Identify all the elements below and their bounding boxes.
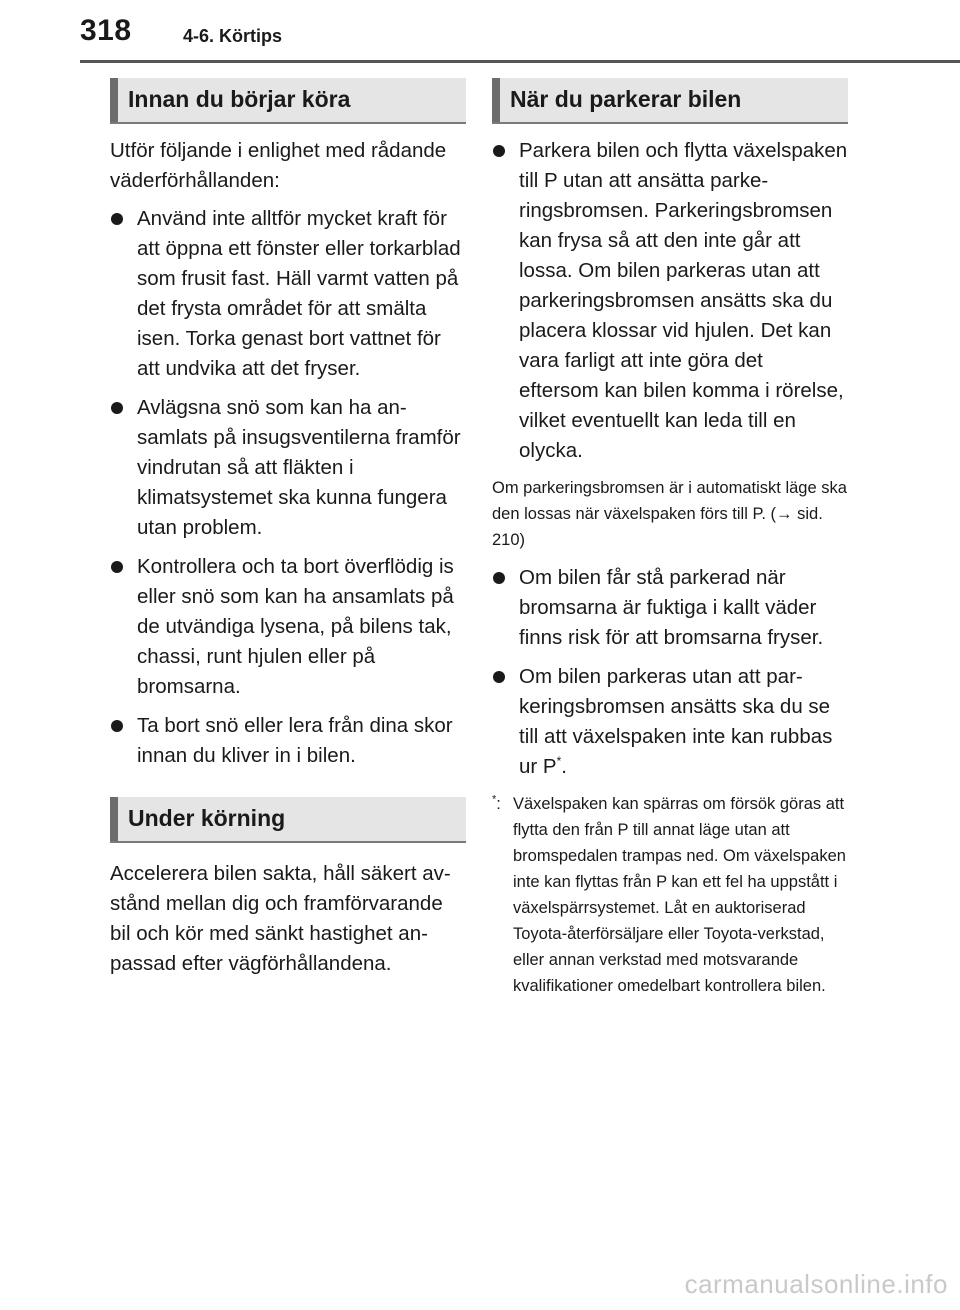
section-heading-label: Innan du börjar köra bbox=[128, 86, 351, 112]
intro-paragraph: Utför följande i enlighet med rådande väderförhållanden: bbox=[110, 139, 447, 192]
right-column bbox=[492, 78, 848, 999]
parking-brake-note bbox=[492, 475, 848, 553]
bullet-text: Om bilen parkeras utan att parkeringsbromsen ansätts ska du se till att växelspaken inte kan rubbas ur P bbox=[519, 665, 833, 778]
bullet-dot-icon bbox=[111, 720, 123, 732]
header-divider bbox=[80, 60, 960, 63]
bullet-text: Kontrollera och ta bort överflödig is eller snö som kan ha ansamlats på de utvändiga lysena, på bilens tak, chassi, runt hjulen eller på bromsarna. bbox=[137, 555, 454, 698]
note-text: Om parkeringsbromsen är i automatiskt läge ska den lossas när växelspaken förs till P. ( bbox=[492, 479, 847, 523]
bullet-text: Använd inte alltför mycket kraft för att öppna ett fönster eller torkarblad som frusit fast. Häll varmt vatten på det frysta området för att smälta isen. Torka genast bort vattnet för att undvika att det fryser. bbox=[137, 207, 461, 380]
bullet-dot-icon bbox=[493, 671, 505, 683]
page-reference: sid. 210) bbox=[492, 505, 823, 549]
footnote bbox=[492, 791, 848, 999]
bullet-dot-icon bbox=[111, 402, 123, 414]
footnote-text: Växelspaken kan spärras om försök göras att flytta den från P till annat läge utan att bromspedalen trampas ned. Om växelspaken inte kan flyttas från P kan ett fel ha uppstått i växelspärrsystemet. Låt en auktoriserad Toyota-återförsäljare eller Toyota-verkstad, eller annan verkstad med motsvarande kvalifikationer omedelbart kontrollera bilen. bbox=[513, 795, 846, 995]
section-heading-parking bbox=[492, 78, 848, 124]
watermark: carmanualsonline.info bbox=[684, 1269, 948, 1299]
bullet-end: . bbox=[561, 755, 567, 778]
bullet-text: Parkera bilen och flytta växelspaken till P utan att ansätta parkeringsbromsen. Parkeringsbromsen kan frysa så att den inte går att lossa. Om bilen parkeras utan att parkeringsbromsen ansätts ska du placera klossar vid hjulen. Det kan vara farligt att inte göra det eftersom kan bilen komma i rörelse, vilket eventuellt kan leda till en olycka. bbox=[519, 139, 848, 462]
footnote-colon: : bbox=[496, 795, 501, 813]
bullet-dot-icon bbox=[493, 572, 505, 584]
bullet-item bbox=[110, 204, 466, 384]
bullet-dot-icon bbox=[111, 561, 123, 573]
footnote-marker: * bbox=[556, 754, 562, 769]
bullet-item bbox=[492, 563, 848, 653]
driving-paragraph: Accelerera bilen sakta, håll säkert avstånd mellan dig och framförvarande bil och kör med sänkt hastighet anpassad efter vägförhållandena. bbox=[110, 862, 451, 975]
section-heading-label: När du parkerar bilen bbox=[510, 86, 742, 112]
section-heading-before-driving bbox=[110, 78, 466, 124]
section-heading-while-driving bbox=[110, 797, 466, 843]
page-number: 318 bbox=[80, 14, 132, 47]
bullet-item bbox=[110, 711, 466, 771]
footnote-label bbox=[492, 791, 501, 817]
bullet-item bbox=[110, 552, 466, 702]
page-header bbox=[0, 0, 960, 64]
bullet-text: Om bilen får stå parkerad när bromsarna är fuktiga i kallt väder finns risk för att bromsarna fryser. bbox=[519, 566, 824, 649]
bullet-dot-icon bbox=[493, 145, 505, 157]
bullet-item bbox=[110, 393, 466, 543]
chapter-title: 4-6. Körtips bbox=[183, 26, 283, 46]
section-heading-label: Under körning bbox=[128, 805, 286, 831]
arrow-right-icon: → bbox=[776, 505, 793, 523]
footnote-star: * bbox=[492, 793, 497, 806]
bullet-item bbox=[492, 662, 848, 782]
bullet-text: Ta bort snö eller lera från dina skor innan du kliver in i bilen. bbox=[137, 714, 453, 767]
left-column bbox=[110, 78, 466, 987]
bullet-item bbox=[492, 136, 848, 466]
bullet-text: Avlägsna snö som kan ha ansamlats på insugsventilerna framför vindrutan så att fläkten i klimatsystemet ska kunna fungera utan problem. bbox=[137, 396, 461, 539]
bullet-dot-icon bbox=[111, 213, 123, 225]
